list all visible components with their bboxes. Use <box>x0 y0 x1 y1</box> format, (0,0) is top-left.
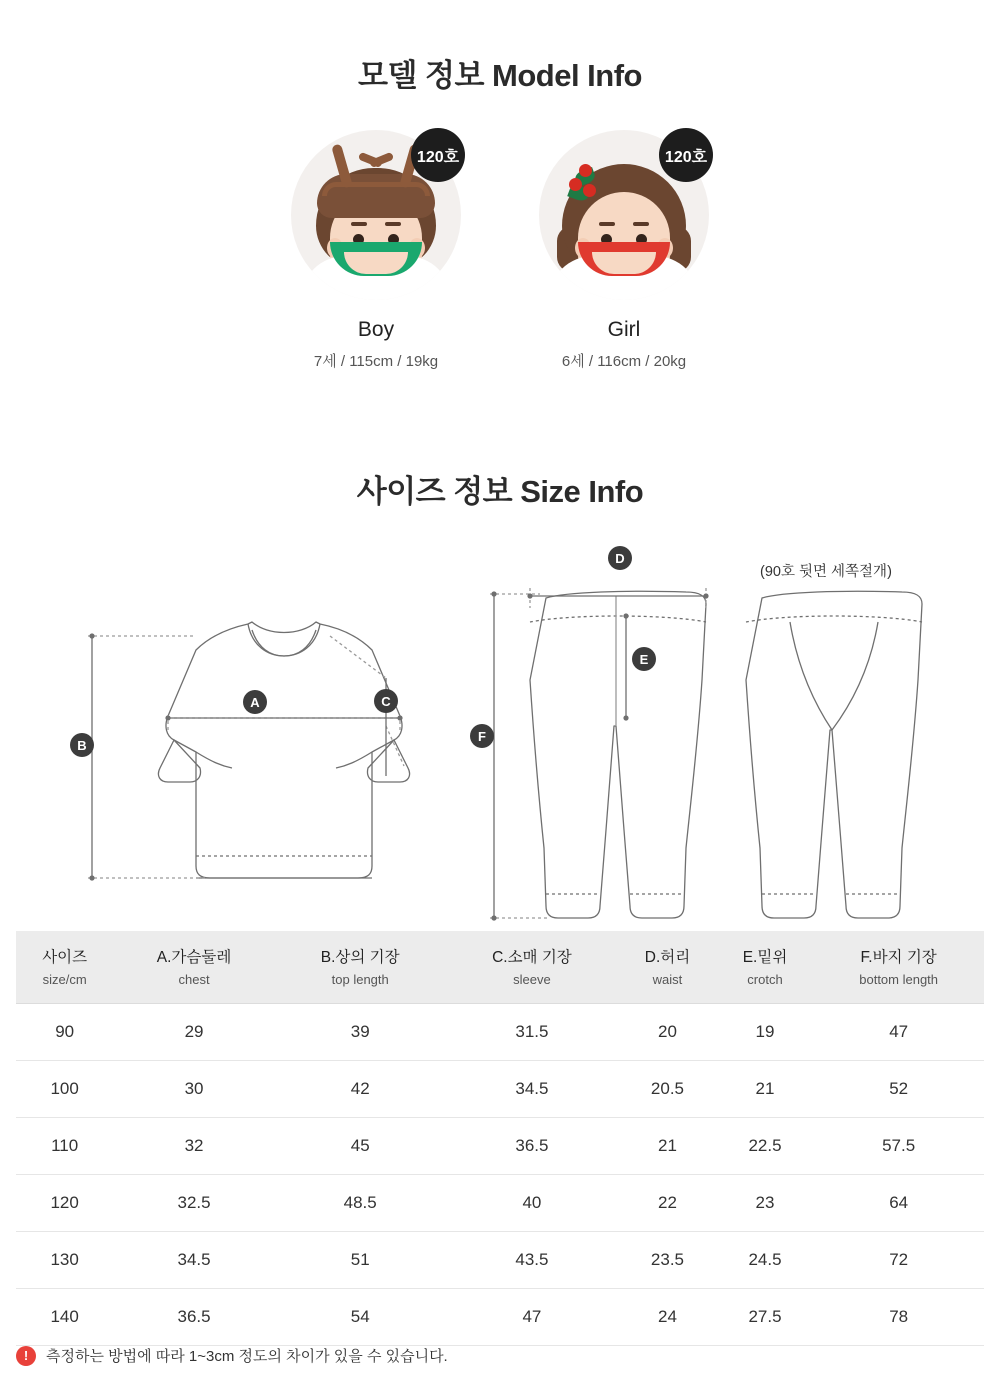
cell-crotch: 27.5 <box>717 1289 814 1346</box>
cell-top-length: 51 <box>275 1232 446 1289</box>
cell-sleeve: 36.5 <box>446 1118 619 1175</box>
diagram-svg <box>0 530 1000 930</box>
col-crotch: E.밑위 crotch <box>717 931 814 1004</box>
cell-top-length: 45 <box>275 1118 446 1175</box>
cell-crotch: 19 <box>717 1004 814 1061</box>
cell-waist: 23.5 <box>618 1232 716 1289</box>
cell-sleeve: 43.5 <box>446 1232 619 1289</box>
cell-waist: 24 <box>618 1289 716 1346</box>
model-spec-boy: 7세 / 115cm / 19kg <box>313 353 439 370</box>
cell-size: 130 <box>16 1232 113 1289</box>
garment-diagrams <box>0 530 1000 930</box>
cell-sleeve: 34.5 <box>446 1061 619 1118</box>
cell-bottom-length: 72 <box>813 1232 984 1289</box>
cell-top-length: 48.5 <box>275 1175 446 1232</box>
eyebrow-right-icon <box>633 222 649 226</box>
cell-size: 100 <box>16 1061 113 1118</box>
berry-icon <box>583 184 596 197</box>
model-avatar-girl <box>539 130 709 300</box>
cell-waist: 20 <box>618 1004 716 1061</box>
back-panel-note: (90호 뒷면 세쪽절개) <box>760 564 892 580</box>
col-sleeve: C.소매 기장 sleeve <box>446 931 619 1004</box>
cell-sleeve: 31.5 <box>446 1004 619 1061</box>
model-list <box>0 130 1000 371</box>
marker-b: B <box>70 733 94 757</box>
cell-chest: 34.5 <box>113 1232 274 1289</box>
antler-headband-icon <box>322 182 430 196</box>
berry-icon <box>579 164 592 177</box>
table-row <box>16 1118 984 1175</box>
table-row <box>16 1232 984 1289</box>
size-badge-boy: 120호 <box>411 128 465 182</box>
cell-size: 90 <box>16 1004 113 1061</box>
cell-bottom-length: 57.5 <box>813 1118 984 1175</box>
marker-e: E <box>632 647 656 671</box>
cell-bottom-length: 64 <box>813 1175 984 1232</box>
eyebrow-left-icon <box>599 222 615 226</box>
cell-sleeve: 40 <box>446 1175 619 1232</box>
model-card-boy <box>281 130 471 371</box>
cell-bottom-length: 52 <box>813 1061 984 1118</box>
col-chest: A.가슴둘레 chest <box>113 931 274 1004</box>
cell-crotch: 23 <box>717 1175 814 1232</box>
cell-waist: 20.5 <box>618 1061 716 1118</box>
table-row <box>16 1175 984 1232</box>
cell-chest: 32.5 <box>113 1175 274 1232</box>
cell-chest: 32 <box>113 1118 274 1175</box>
alert-icon: ! <box>16 1346 36 1366</box>
cell-crotch: 22.5 <box>717 1118 814 1175</box>
size-badge-girl: 120호 <box>659 128 713 182</box>
model-spec-girl: 6세 / 116cm / 20kg <box>561 353 687 370</box>
cell-chest: 36.5 <box>113 1289 274 1346</box>
marker-f: F <box>470 724 494 748</box>
hair-fringe-icon <box>317 174 435 218</box>
eyebrow-left-icon <box>351 222 367 226</box>
cell-bottom-length: 78 <box>813 1289 984 1346</box>
berry-icon <box>569 178 582 191</box>
cell-waist: 21 <box>618 1118 716 1175</box>
col-size: 사이즈 size/cm <box>16 931 113 1004</box>
size-table <box>16 931 984 1346</box>
cell-top-length: 42 <box>275 1061 446 1118</box>
model-name-girl: Girl <box>607 318 641 341</box>
model-name-boy: Boy <box>357 318 395 341</box>
model-info-title: 모델 정보 Model Info <box>358 58 642 93</box>
eyebrow-right-icon <box>385 222 401 226</box>
model-avatar-boy <box>291 130 461 300</box>
cell-chest: 29 <box>113 1004 274 1061</box>
table-row <box>16 1061 984 1118</box>
cell-crotch: 24.5 <box>717 1232 814 1289</box>
table-row <box>16 1289 984 1346</box>
cell-sleeve: 47 <box>446 1289 619 1346</box>
size-info-title: 사이즈 정보 Size Info <box>356 474 644 509</box>
cell-crotch: 21 <box>717 1061 814 1118</box>
col-bottom-length: F.바지 기장 bottom length <box>813 931 984 1004</box>
measurement-note-text: 측정하는 방법에 따라 1~3cm 정도의 차이가 있을 수 있습니다. <box>46 1348 448 1365</box>
cell-top-length: 39 <box>275 1004 446 1061</box>
col-waist: D.허리 waist <box>618 931 716 1004</box>
marker-c: C <box>374 689 398 713</box>
cell-chest: 30 <box>113 1061 274 1118</box>
measurement-note <box>16 1345 448 1366</box>
marker-a: A <box>243 690 267 714</box>
cell-size: 140 <box>16 1289 113 1346</box>
marker-d: D <box>608 546 632 570</box>
model-card-girl <box>529 130 719 371</box>
table-header-row <box>16 931 984 1004</box>
cell-waist: 22 <box>618 1175 716 1232</box>
col-top-length: B.상의 기장 top length <box>275 931 446 1004</box>
cell-size: 120 <box>16 1175 113 1232</box>
cell-size: 110 <box>16 1118 113 1175</box>
cell-top-length: 54 <box>275 1289 446 1346</box>
table-row <box>16 1004 984 1061</box>
cell-bottom-length: 47 <box>813 1004 984 1061</box>
